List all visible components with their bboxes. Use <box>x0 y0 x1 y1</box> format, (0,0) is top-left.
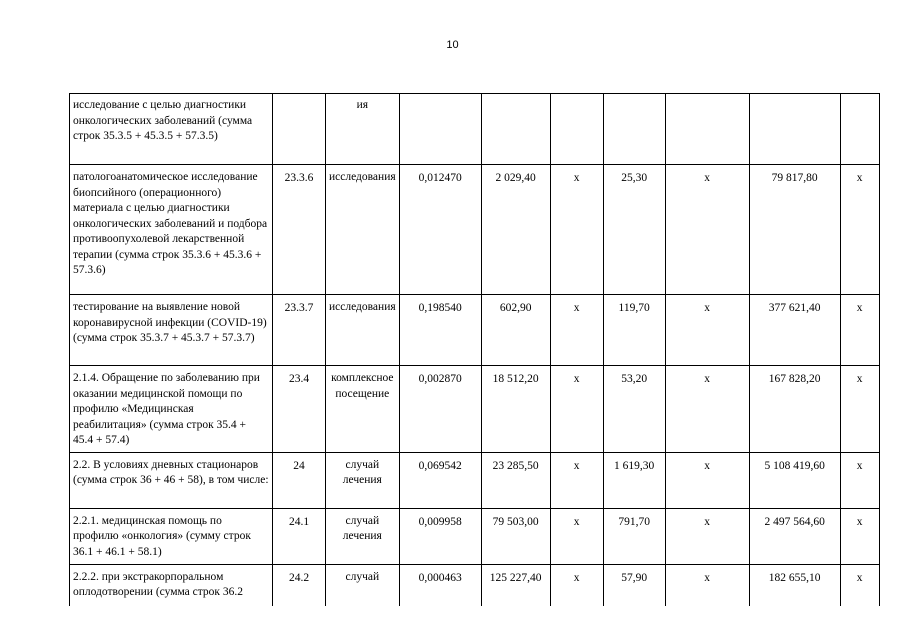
row-col5: х <box>550 564 603 606</box>
row-norm: 0,009958 <box>399 508 481 564</box>
row-code: 24.2 <box>273 564 326 606</box>
row-cost: 602,90 <box>481 295 550 366</box>
row-cost: 79 503,00 <box>481 508 550 564</box>
row-col5: х <box>550 165 603 295</box>
row-unit: ия <box>326 94 400 165</box>
table-row <box>70 366 880 453</box>
row-col6 <box>603 94 665 165</box>
row-code: 23.4 <box>273 366 326 453</box>
row-col9: х <box>840 564 879 606</box>
row-col9: х <box>840 366 879 453</box>
row-unit: исследования <box>326 295 400 366</box>
row-col8: 167 828,20 <box>749 366 840 453</box>
row-name: тестирование на выявление новой коронавирусной инфекции (COVID-19) (сумма строк 35.3.7 + 45.3.7 + 57.3.7) <box>70 295 273 366</box>
table-row <box>70 165 880 295</box>
row-col6: 1 619,30 <box>603 452 665 508</box>
page-number: 10 <box>446 39 459 51</box>
row-col7: х <box>665 165 749 295</box>
row-norm <box>399 94 481 165</box>
row-col6: 119,70 <box>603 295 665 366</box>
row-col7 <box>665 94 749 165</box>
row-unit: комплексное посещение <box>326 366 400 453</box>
table-row <box>70 295 880 366</box>
row-col5: х <box>550 452 603 508</box>
row-col5: х <box>550 366 603 453</box>
row-norm: 0,069542 <box>399 452 481 508</box>
row-col6: 25,30 <box>603 165 665 295</box>
table-row <box>70 452 880 508</box>
row-col9: х <box>840 452 879 508</box>
row-col9 <box>840 94 879 165</box>
row-code: 24 <box>273 452 326 508</box>
row-col8 <box>749 94 840 165</box>
row-col8: 2 497 564,60 <box>749 508 840 564</box>
row-col9: х <box>840 508 879 564</box>
row-col5: х <box>550 295 603 366</box>
row-norm: 0,002870 <box>399 366 481 453</box>
row-col7: х <box>665 508 749 564</box>
row-code: 24.1 <box>273 508 326 564</box>
row-cost <box>481 94 550 165</box>
row-col8: 79 817,80 <box>749 165 840 295</box>
row-col7: х <box>665 564 749 606</box>
table-row <box>70 508 880 564</box>
row-code: 23.3.6 <box>273 165 326 295</box>
row-cost: 125 227,40 <box>481 564 550 606</box>
data-table <box>69 93 880 606</box>
row-col5: х <box>550 508 603 564</box>
table-row <box>70 564 880 606</box>
row-col7: х <box>665 452 749 508</box>
row-col6: 57,90 <box>603 564 665 606</box>
table-row <box>70 94 880 165</box>
row-col9: х <box>840 295 879 366</box>
row-name: 2.2. В условиях дневных стационаров (сумма строк 36 + 46 + 58), в том числе: <box>70 452 273 508</box>
row-unit: случай лечения <box>326 452 400 508</box>
row-cost: 18 512,20 <box>481 366 550 453</box>
row-name: исследование с целью диагностики онкологических заболеваний (сумма строк 35.3.5 + 45.3.5 + 57.3.5) <box>70 94 273 165</box>
row-cost: 23 285,50 <box>481 452 550 508</box>
row-norm: 0,198540 <box>399 295 481 366</box>
row-col8: 182 655,10 <box>749 564 840 606</box>
row-col8: 5 108 419,60 <box>749 452 840 508</box>
row-col6: 53,20 <box>603 366 665 453</box>
row-col7: х <box>665 366 749 453</box>
row-norm: 0,000463 <box>399 564 481 606</box>
row-code: 23.3.7 <box>273 295 326 366</box>
row-col7: х <box>665 295 749 366</box>
row-norm: 0,012470 <box>399 165 481 295</box>
row-cost: 2 029,40 <box>481 165 550 295</box>
row-col6: 791,70 <box>603 508 665 564</box>
row-col9: х <box>840 165 879 295</box>
row-unit: случай лечения <box>326 508 400 564</box>
row-name: 2.2.1. медицинская помощь по профилю «онкология» (сумму строк 36.1 + 46.1 + 58.1) <box>70 508 273 564</box>
row-name: патологоанатомическое исследование биопсийного (операционного) материала с целью диагностики онкологических заболеваний и подбора противоопухолевой лекарственной терапии (сумма строк 35.3.6 + 45.3.6 + 57.3.6) <box>70 165 273 295</box>
row-unit: случай <box>326 564 400 606</box>
row-name: 2.2.2. при экстракорпоральном оплодотворении (сумма строк 36.2 <box>70 564 273 606</box>
row-col8: 377 621,40 <box>749 295 840 366</box>
row-unit: исследования <box>326 165 400 295</box>
row-col5 <box>550 94 603 165</box>
row-code <box>273 94 326 165</box>
row-name: 2.1.4. Обращение по заболеванию при оказании медицинской помощи по профилю «Медицинская реабилитация» (сумма строк 35.4 + 45.4 + 57.4) <box>70 366 273 453</box>
